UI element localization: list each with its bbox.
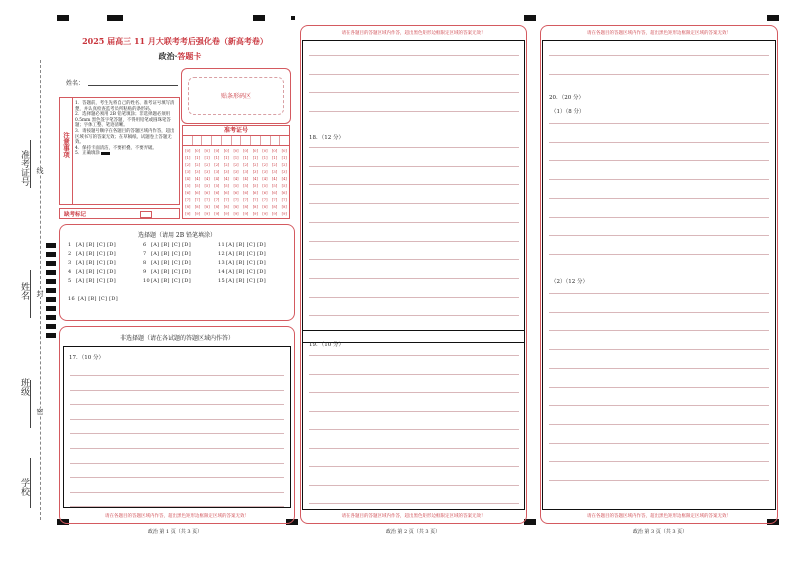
digit-bubble[interactable]: [0] — [252, 149, 258, 153]
digit-bubble[interactable]: [1] — [262, 156, 268, 160]
digit-bubble[interactable]: [9] — [272, 212, 278, 216]
note-item: 5．正确填涂 — [75, 151, 177, 157]
answer-line — [70, 448, 284, 449]
digit-bubble[interactable]: [6] — [204, 191, 210, 195]
question-number: 14 — [218, 269, 225, 275]
digit-bubble[interactable]: [4] — [243, 177, 249, 181]
note-item: 4．保持卡面清洁，不要折叠、不要弄破。 — [75, 145, 157, 151]
answer-line — [549, 461, 769, 462]
digit-bubble[interactable]: [1] — [214, 156, 220, 160]
question-number: 15 — [218, 278, 225, 284]
registration-mark — [57, 15, 69, 21]
digit-bubble[interactable]: [1] — [204, 156, 210, 160]
digit-bubble[interactable]: [3] — [214, 170, 220, 174]
digit-column — [193, 148, 203, 218]
digit-bubble[interactable]: [5] — [194, 184, 200, 188]
answer-line — [309, 259, 519, 260]
note-item: 3．请按题号顺序在各题目的答题区域内作答，超出区域书写的答案无效；在草稿纸、试题卷上答题无效。 — [75, 128, 175, 146]
option-bubbles[interactable]: [A] [B] [C] [D] — [226, 251, 266, 257]
digit-bubble[interactable]: [8] — [243, 205, 249, 209]
ticket-number-box — [182, 125, 290, 219]
answer-line — [549, 387, 769, 388]
digit-bubble[interactable]: [7] — [252, 198, 258, 202]
answer-line — [70, 506, 284, 507]
question-number: 7 — [143, 251, 147, 257]
digit-bubble[interactable]: [4] — [223, 177, 229, 181]
option-bubbles[interactable]: [A] [B] [C] [D] — [151, 269, 191, 275]
digit-bubble[interactable]: [9] — [204, 212, 210, 216]
side-label-ticket: 准考证号 — [19, 150, 29, 186]
answer-line — [309, 222, 519, 223]
answer-line — [549, 160, 769, 161]
question-number: 12 — [218, 251, 225, 257]
digit-bubble[interactable]: [9] — [223, 212, 229, 216]
digit-bubble[interactable]: [0] — [204, 149, 210, 153]
digit-bubble[interactable]: [1] — [252, 156, 258, 160]
answer-line — [309, 411, 519, 412]
side-char-seal: 封 — [36, 290, 44, 297]
answer-line — [70, 477, 284, 478]
digit-bubble[interactable]: [6] — [185, 191, 191, 195]
digit-bubble[interactable]: [2] — [204, 163, 210, 167]
registration-mark — [107, 15, 123, 21]
absent-row — [59, 208, 180, 219]
answer-line — [549, 330, 769, 331]
answer-line — [549, 443, 769, 444]
answer-line — [309, 315, 519, 316]
digit-bubble[interactable]: [8] — [223, 205, 229, 209]
digit-bubble[interactable]: [4] — [262, 177, 268, 181]
warning-text: 请在各题目的答题区域内作答，超出黑色矩形边框限定区域的答案无效！ — [341, 31, 486, 36]
question-number: 3 — [68, 260, 72, 266]
choice-grid — [68, 242, 290, 317]
digit-bubble[interactable]: [5] — [233, 184, 239, 188]
digit-bubble[interactable]: [3] — [223, 170, 229, 174]
ticket-digit-grid[interactable] — [183, 146, 289, 218]
choice-item[interactable] — [68, 296, 118, 302]
digit-bubble[interactable]: [5] — [272, 184, 278, 188]
option-bubbles[interactable]: [A] [B] [C] [D] — [226, 278, 266, 284]
q18-answer-box[interactable] — [302, 40, 525, 343]
answer-line — [549, 179, 769, 180]
answer-line — [309, 241, 519, 242]
question-number: 16 — [68, 296, 75, 302]
digit-column — [241, 148, 251, 218]
digit-bubble[interactable]: [3] — [272, 170, 278, 174]
nonchoice-title: 非选择题（请在各试题的答题区域内作答） — [119, 335, 234, 342]
digit-bubble[interactable]: [0] — [243, 149, 249, 153]
barcode-area — [181, 68, 291, 124]
digit-bubble[interactable]: [6] — [281, 191, 287, 195]
question-number: 1 — [68, 242, 72, 248]
option-bubbles[interactable]: [A] [B] [C] [D] — [226, 242, 266, 248]
digit-bubble[interactable]: [9] — [281, 212, 287, 216]
digit-bubble[interactable]: [7] — [243, 198, 249, 202]
digit-bubble[interactable]: [0] — [214, 149, 220, 153]
answer-line — [309, 111, 519, 112]
footer-page2: 政治 第 2 页（共 3 页） — [385, 529, 441, 535]
side-underline — [30, 140, 31, 188]
card-subtitle — [140, 51, 220, 62]
choice-item[interactable] — [218, 269, 266, 275]
answer-line — [309, 74, 519, 75]
note-item: 2．选择题必须用 2B 铅笔填涂；非选择题必须用 0.5mm 黑色签字笔答题，不得用铅笔或圆珠笔答题；字体工整、笔迹清晰。 — [75, 112, 171, 129]
answer-line — [549, 424, 769, 425]
question-number: 9 — [143, 269, 147, 275]
answer-line — [70, 463, 284, 464]
choice-item[interactable] — [218, 260, 266, 266]
q20-answer-box[interactable] — [542, 40, 776, 510]
digit-bubble[interactable]: [0] — [262, 149, 268, 153]
answer-line — [549, 217, 769, 218]
digit-bubble[interactable]: [0] — [233, 149, 239, 153]
question-number: 6 — [143, 242, 147, 248]
digit-bubble[interactable]: [2] — [243, 163, 249, 167]
answer-line — [309, 166, 519, 167]
digit-bubble[interactable]: [9] — [185, 212, 191, 216]
warning-text: 请在各题目的答题区域内作答，超出黑色矩形边框限定区域的答案无效！ — [341, 514, 486, 519]
choice-item[interactable] — [218, 278, 266, 284]
digit-bubble[interactable]: [9] — [252, 212, 258, 216]
answer-line — [549, 55, 769, 56]
option-bubbles[interactable]: [A] [B] [C] [D] — [76, 242, 116, 248]
side-label-class: 班级 — [19, 378, 29, 396]
question-number: 5 — [68, 278, 72, 284]
q19-answer-box[interactable] — [302, 330, 525, 510]
answer-line — [549, 74, 769, 75]
question-number: 2 — [68, 251, 72, 257]
digit-bubble[interactable]: [5] — [214, 184, 220, 188]
answer-line — [309, 374, 519, 375]
side-label-name: 姓名 — [19, 282, 29, 300]
option-bubbles[interactable]: [A] [B] [C] [D] — [151, 251, 191, 257]
choice-item[interactable] — [68, 260, 116, 266]
digit-bubble[interactable]: [6] — [243, 191, 249, 195]
choice-item[interactable] — [68, 269, 116, 275]
choice-item[interactable] — [68, 242, 116, 248]
warning-text: 请在各题目的答题区域内作答，超出黑色矩形边框限定区域的答案无效！ — [105, 514, 249, 519]
digit-column — [231, 148, 241, 218]
digit-bubble[interactable]: [8] — [262, 205, 268, 209]
side-label-school: 学校 — [19, 478, 29, 496]
digit-bubble[interactable]: [0] — [223, 149, 229, 153]
notes-box — [59, 97, 180, 205]
digit-bubble[interactable]: [1] — [272, 156, 278, 160]
digit-bubble[interactable]: [0] — [185, 149, 191, 153]
digit-bubble[interactable]: [2] — [223, 163, 229, 167]
digit-bubble[interactable]: [0] — [281, 149, 287, 153]
digit-bubble[interactable]: [1] — [233, 156, 239, 160]
digit-bubble[interactable]: [3] — [204, 170, 210, 174]
q20-label: 20．（20 分） — [549, 95, 584, 101]
digit-bubble[interactable]: [6] — [252, 191, 258, 195]
digit-bubble[interactable]: [8] — [185, 205, 191, 209]
question-number: 13 — [218, 260, 225, 266]
option-bubbles[interactable]: [A] [B] [C] [D] — [151, 242, 191, 248]
answer-line — [309, 297, 519, 298]
digit-bubble[interactable]: [4] — [252, 177, 258, 181]
option-bubbles[interactable]: [A] [B] [C] [D] — [151, 260, 191, 266]
timing-marks — [46, 243, 56, 342]
answer-line — [309, 448, 519, 449]
digit-bubble[interactable]: [7] — [194, 198, 200, 202]
answer-line — [309, 92, 519, 93]
answer-line — [309, 147, 519, 148]
barcode-label: 贴条形码区 — [220, 93, 251, 100]
answer-line — [309, 466, 519, 467]
side-char-line: 线 — [36, 167, 44, 174]
question-number: 11 — [218, 242, 225, 248]
answer-line — [549, 254, 769, 255]
answer-line — [549, 123, 769, 124]
digit-column — [250, 148, 260, 218]
digit-bubble[interactable]: [1] — [243, 156, 249, 160]
answer-line — [309, 392, 519, 393]
choice-title: 选择题（请用 2B 铅笔填涂） — [137, 232, 217, 239]
digit-bubble[interactable]: [1] — [185, 156, 191, 160]
digit-bubble[interactable]: [2] — [185, 163, 191, 167]
answer-line — [549, 349, 769, 350]
answer-line — [549, 235, 769, 236]
digit-bubble[interactable]: [8] — [194, 205, 200, 209]
answer-line — [549, 405, 769, 406]
digit-bubble[interactable]: [5] — [262, 184, 268, 188]
answer-line — [309, 503, 519, 504]
digit-bubble[interactable]: [4] — [233, 177, 239, 181]
choice-item[interactable] — [218, 251, 266, 257]
digit-bubble[interactable]: [6] — [214, 191, 220, 195]
choice-item[interactable] — [218, 242, 266, 248]
side-underline — [30, 458, 31, 508]
choice-section — [59, 224, 295, 321]
answer-line — [309, 203, 519, 204]
choice-item[interactable] — [68, 278, 116, 284]
answer-line — [70, 492, 284, 493]
digit-bubble[interactable]: [4] — [214, 177, 220, 181]
option-bubbles[interactable]: [A] [B] [C] [D] — [76, 251, 116, 257]
digit-bubble[interactable]: [7] — [262, 198, 268, 202]
question-number: 10 — [143, 278, 150, 284]
digit-bubble[interactable]: [7] — [185, 198, 191, 202]
answer-line — [70, 390, 284, 391]
question-number: 8 — [143, 260, 147, 266]
notes-title: 注意事项 — [62, 132, 70, 158]
digit-bubble[interactable]: [6] — [194, 191, 200, 195]
absent-label: 缺考标记 — [64, 212, 87, 218]
digit-bubble[interactable]: [7] — [223, 198, 229, 202]
answer-line — [549, 368, 769, 369]
digit-column — [260, 148, 270, 218]
q18-label: 18．（12 分） — [309, 135, 344, 141]
choice-item[interactable] — [143, 251, 191, 257]
digit-bubble[interactable]: [9] — [233, 212, 239, 216]
digit-bubble[interactable]: [8] — [272, 205, 278, 209]
digit-bubble[interactable]: [5] — [204, 184, 210, 188]
digit-bubble[interactable]: [8] — [204, 205, 210, 209]
digit-column — [279, 148, 289, 218]
digit-bubble[interactable]: [4] — [194, 177, 200, 181]
answer-line — [309, 278, 519, 279]
page3-frame — [540, 25, 778, 524]
ticket-write-row[interactable] — [183, 136, 289, 146]
answer-line — [309, 429, 519, 430]
digit-bubble[interactable]: [2] — [194, 163, 200, 167]
choice-item[interactable] — [143, 278, 191, 284]
digit-bubble[interactable]: [2] — [252, 163, 258, 167]
answer-line — [70, 419, 284, 420]
option-bubbles[interactable]: [A] [B] [C] [D] — [76, 278, 116, 284]
digit-bubble[interactable]: [7] — [233, 198, 239, 202]
answer-line — [309, 55, 519, 56]
ticket-label: 准考证号 — [183, 126, 289, 136]
digit-bubble[interactable]: [6] — [223, 191, 229, 195]
digit-bubble[interactable]: [7] — [214, 198, 220, 202]
subject-label: 政治 — [158, 51, 175, 61]
digit-column — [212, 148, 222, 218]
digit-bubble[interactable]: [1] — [194, 156, 200, 160]
digit-bubble[interactable]: [6] — [272, 191, 278, 195]
answer-line — [70, 433, 284, 434]
answer-line — [309, 184, 519, 185]
digit-bubble[interactable]: [2] — [262, 163, 268, 167]
answer-line — [70, 375, 284, 376]
digit-bubble[interactable]: [6] — [262, 191, 268, 195]
digit-bubble[interactable]: [3] — [185, 170, 191, 174]
digit-bubble[interactable]: [5] — [185, 184, 191, 188]
digit-column — [202, 148, 212, 218]
note-item: 1．答题前，考生先将自己的姓名、准考证号填写清楚，并认真检查监考员所粘贴的条形码。 — [75, 101, 175, 112]
digit-bubble[interactable]: [2] — [281, 163, 287, 167]
answer-line — [309, 485, 519, 486]
registration-mark — [767, 15, 779, 21]
digit-bubble[interactable]: [3] — [233, 170, 239, 174]
q19-label: 19．（10 分） — [309, 342, 344, 348]
answer-line — [309, 355, 519, 356]
warning-text: 请在各题目的答题区域内作答，超出黑色矩形边框限定区域的答案无效！ — [587, 514, 731, 519]
question-number: 4 — [68, 269, 72, 275]
digit-bubble[interactable]: [9] — [262, 212, 268, 216]
digit-bubble[interactable]: [3] — [243, 170, 249, 174]
digit-bubble[interactable]: [8] — [281, 205, 287, 209]
digit-bubble[interactable]: [3] — [262, 170, 268, 174]
registration-mark — [291, 16, 295, 20]
option-bubbles[interactable]: [A] [B] [C] [D] — [151, 278, 191, 284]
digit-bubble[interactable]: [9] — [214, 212, 220, 216]
digit-bubble[interactable]: [5] — [223, 184, 229, 188]
digit-bubble[interactable]: [7] — [272, 198, 278, 202]
digit-bubble[interactable]: [8] — [252, 205, 258, 209]
digit-bubble[interactable]: [5] — [243, 184, 249, 188]
digit-bubble[interactable]: [2] — [272, 163, 278, 167]
answer-line — [549, 312, 769, 313]
digit-bubble[interactable]: [0] — [194, 149, 200, 153]
digit-bubble[interactable]: [4] — [272, 177, 278, 181]
q20-1-label: （1）（8 分） — [551, 109, 585, 115]
side-underline — [30, 270, 31, 318]
side-underline — [30, 380, 31, 428]
subtitle-dot: · — [174, 51, 178, 61]
page2-frame — [300, 25, 527, 524]
warning-text: 请在各题目的答题区域内作答，超出黑色矩形边框限定区域的答案无效！ — [587, 31, 731, 36]
choice-item[interactable] — [143, 260, 191, 266]
digit-bubble[interactable]: [4] — [281, 177, 287, 181]
q17-label: 17．（10 分） — [69, 355, 104, 361]
digit-bubble[interactable]: [7] — [281, 198, 287, 202]
digit-bubble[interactable]: [3] — [281, 170, 287, 174]
choice-item[interactable] — [143, 242, 191, 248]
digit-bubble[interactable]: [8] — [214, 205, 220, 209]
side-char-secret: 密 — [36, 408, 44, 415]
registration-mark — [524, 15, 536, 21]
footer-page3: 政治 第 3 页（共 3 页） — [632, 529, 688, 535]
choice-item[interactable] — [68, 251, 116, 257]
digit-bubble[interactable]: [5] — [252, 184, 258, 188]
answer-line — [549, 142, 769, 143]
digit-bubble[interactable]: [4] — [185, 177, 191, 181]
digit-bubble[interactable]: [8] — [233, 205, 239, 209]
footer-page1: 政治 第 1 页（共 3 页） — [147, 529, 203, 535]
digit-bubble[interactable]: [1] — [281, 156, 287, 160]
digit-column — [183, 148, 193, 218]
registration-mark — [253, 15, 265, 21]
answer-line — [549, 480, 769, 481]
option-bubbles[interactable]: [A] [B] [C] [D] — [76, 269, 116, 275]
q20-2-label: （2）（12 分） — [551, 279, 588, 285]
q17-answer-box[interactable] — [63, 346, 291, 508]
nonchoice-section — [59, 326, 295, 524]
digit-bubble[interactable]: [5] — [281, 184, 287, 188]
option-bubbles[interactable]: [A] [B] [C] [D] — [226, 269, 266, 275]
option-bubbles[interactable]: [A] [B] [C] [D] — [226, 260, 266, 266]
digit-bubble[interactable]: [7] — [204, 198, 210, 202]
digit-bubble[interactable]: [2] — [233, 163, 239, 167]
digit-bubble[interactable]: [4] — [204, 177, 210, 181]
digit-column — [222, 148, 232, 218]
digit-bubble[interactable]: [0] — [272, 149, 278, 153]
digit-bubble[interactable]: [2] — [214, 163, 220, 167]
answer-line — [549, 198, 769, 199]
digit-bubble[interactable]: [6] — [233, 191, 239, 195]
digit-bubble[interactable]: [9] — [194, 212, 200, 216]
digit-bubble[interactable]: [1] — [223, 156, 229, 160]
option-bubbles[interactable]: [A] [B] [C] [D] — [78, 296, 118, 302]
exam-title: 2025 届高三 11 月大联考考后强化卷（新高考卷） — [82, 36, 268, 46]
option-bubbles[interactable]: [A] [B] [C] [D] — [76, 260, 116, 266]
digit-column — [270, 148, 280, 218]
choice-item[interactable] — [143, 269, 191, 275]
name-field[interactable] — [88, 85, 178, 86]
name-label: 姓名： — [66, 80, 85, 87]
card-label: 答题卡 — [177, 51, 202, 61]
digit-bubble[interactable]: [9] — [243, 212, 249, 216]
digit-bubble[interactable]: [3] — [252, 170, 258, 174]
filled-sample-mark — [101, 152, 110, 155]
digit-bubble[interactable]: [3] — [194, 170, 200, 174]
answer-line — [549, 293, 769, 294]
answer-line — [70, 404, 284, 405]
absent-checkbox[interactable] — [140, 211, 152, 218]
